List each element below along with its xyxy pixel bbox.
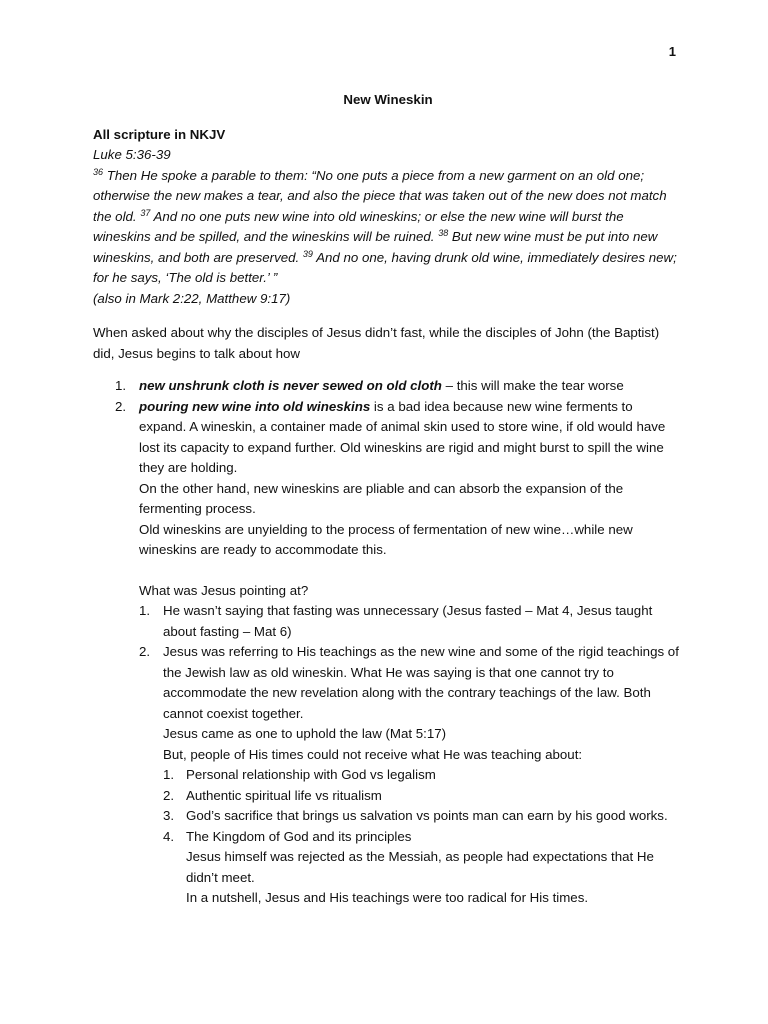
list-item [163, 765, 683, 786]
list-item [139, 642, 683, 909]
list-item-text: He wasn’t saying that fasting was unnecessary (Jesus fasted – Mat 4, Jesus taught about fasting – Mat 6) [163, 603, 653, 639]
list-item [93, 376, 683, 397]
list-number: 4. [163, 828, 175, 844]
list-item [163, 806, 683, 827]
main-list [93, 376, 683, 561]
list-number: 2. [115, 398, 127, 414]
scripture-passage [93, 166, 683, 289]
list-item-paragraph: Old wineskins are unyielding to the process of fermentation of new wine…while new wineskins are ready to accommodate this. [139, 521, 633, 557]
list-item-emphasis: pouring new wine into old wineskins [139, 398, 371, 414]
list-item-text: Authentic spiritual life vs ritualism [186, 787, 382, 803]
list-item [93, 397, 683, 561]
list-item-paragraph: Jesus came as one to uphold the law (Mat 5:17) [163, 726, 447, 741]
list-item [163, 827, 683, 909]
verse-number: 38 [438, 228, 449, 238]
list-item-text: Personal relationship with God vs legalism [186, 767, 436, 782]
list-number: 1. [139, 603, 151, 618]
list-number: 1. [163, 767, 175, 782]
scripture-note: All scripture in NKJV [93, 126, 226, 142]
verse-number: 37 [140, 207, 151, 218]
verse-number: 39 [302, 248, 313, 259]
list-item-emphasis: new unshrunk cloth is never sewed on old cloth [139, 378, 442, 393]
sub-list [139, 601, 683, 909]
question-heading [139, 581, 683, 602]
document-title: New Wineskin [343, 92, 433, 107]
list-item-paragraph: On the other hand, new wineskins are pliable and can absorb the expansion of the fermenting process. [139, 480, 624, 516]
nested-list [163, 765, 683, 909]
verse-text: And no one, having drunk old wine, immediately desires new; for he says, ‘The old is better.’ ” [93, 249, 677, 285]
list-item-text: Jesus was referring to His teachings as the new wine and some of the rigid teachings of the Jewish law as old wineskin. What He was saying is that one cannot try to accommodate the new revelation along with the contrary teachings of the law. Both cannot coexist together. [163, 644, 679, 721]
verse-number: 36 [93, 166, 104, 177]
scripture-reference: Luke 5:36-39 [93, 147, 171, 162]
list-number: 3. [163, 808, 175, 823]
question-section [93, 581, 683, 909]
list-item-paragraph: But, people of His times could not receive what He was teaching about: [163, 746, 583, 762]
document-body [93, 90, 683, 909]
list-item-text: is a bad idea because new wine ferments to expand. A wineskin, a container made of animal skin used to store wine, if old would have lost its capacity to expand further. Old wineskins are rigid and might burst to spill the wine they are holding. [139, 398, 666, 475]
list-number: 1. [115, 378, 127, 393]
cross-reference: (also in Mark 2:22, Matthew 9:17) [93, 290, 291, 306]
list-item-text: God’s sacrifice that brings us salvation vs points man can earn by his good works. [186, 808, 668, 823]
list-item-text: The Kingdom of God and its principles [186, 828, 412, 844]
list-item-paragraph: Jesus himself was rejected as the Messiah, as people had expectations that He didn’t meet. [186, 849, 654, 885]
verse-text: And no one puts new wine into old wineskins; or else the new wine will burst the wineskins and be spilled, and the wineskins will be ruined. [93, 208, 624, 244]
intro-paragraph: When asked about why the disciples of Jesus didn’t fast, while the disciples of John (the Baptist) did, Jesus begins to talk about how [93, 325, 660, 361]
verse-text: Then He spoke a parable to them: “No one puts a piece from a new garment on an old one; otherwise the new makes a tear, and also the piece that was taken out of the new does not match the old. [93, 167, 667, 224]
list-number: 2. [139, 644, 151, 659]
list-item-paragraph: In a nutshell, Jesus and His teachings were too radical for His times. [186, 890, 589, 905]
question-text: What was Jesus pointing at? [139, 582, 309, 598]
verse-text: But new wine must be put into new wineskins, and both are preserved. [93, 229, 658, 265]
list-number: 2. [163, 787, 175, 803]
page-number: 1 [668, 44, 676, 59]
list-item [139, 601, 683, 642]
list-item [163, 786, 683, 807]
list-item-text: – this will make the tear worse [441, 378, 624, 393]
